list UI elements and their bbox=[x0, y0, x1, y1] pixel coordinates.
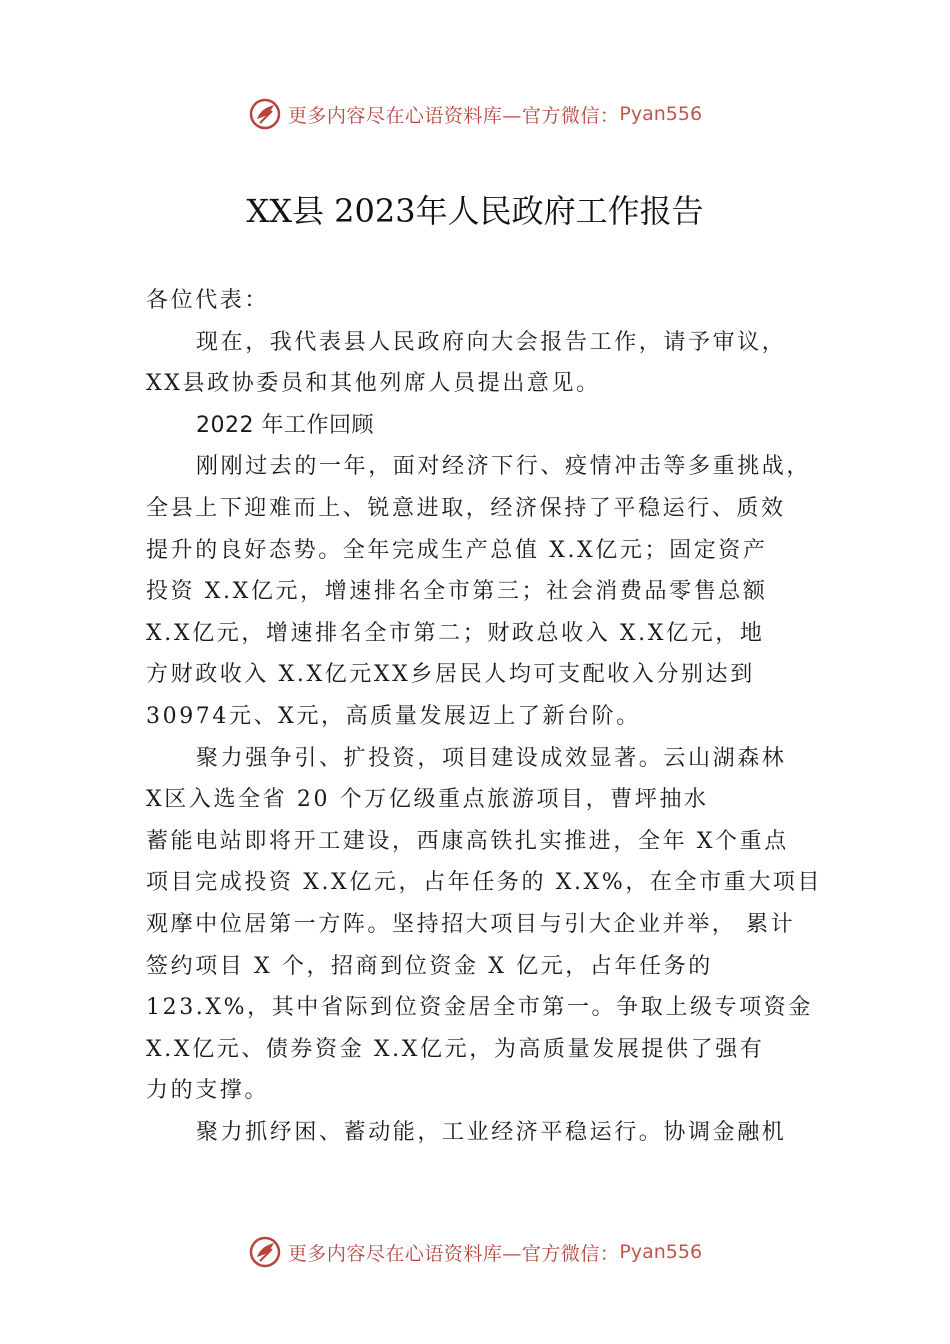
watermark-banner-bottom bbox=[0, 1232, 950, 1272]
paragraph-line: 聚力抓纾困、蓄动能，工业经济平稳运行。协调金融机 bbox=[196, 1119, 787, 1145]
paragraph-line: 蓄能电站即将开工建设，西康高铁扎实推进，全年 X个重点 bbox=[146, 828, 789, 854]
paragraph-line: X.X亿元，增速排名全市第二；财政总收入 X.X亿元，地 bbox=[146, 620, 765, 646]
document-title: XX县 2023年人民政府工作报告 bbox=[246, 192, 704, 230]
paragraph-line: X区入选全省 20 个万亿级重点旅游项目，曹坪抽水 bbox=[146, 787, 709, 813]
document-body bbox=[146, 280, 836, 1153]
paragraph-line: 聚力强争引、扩投资，项目建设成效显著。云山湖森林 bbox=[196, 745, 787, 771]
logo-icon bbox=[248, 1235, 282, 1269]
paragraph-line: 123.X%，其中省际到位资金居全市第一。争取上级专项资金 bbox=[146, 995, 813, 1021]
banner-text: 更多内容尽在心语资料库—官方微信： bbox=[287, 1242, 620, 1265]
paragraph-line: 签约项目 X 个，招商到位资金 X 亿元，占年任务的 bbox=[146, 953, 713, 979]
paragraph-line: XX县政协委员和其他列席人员提出意见。 bbox=[146, 371, 601, 397]
paragraph-line: 提升的良好态势。全年完成生产总值 X.X亿元；固定资产 bbox=[146, 537, 768, 563]
paragraph-line: 项目完成投资 X.X亿元，占年任务的 X.X%，在全市重大项目 bbox=[146, 870, 823, 896]
logo-icon bbox=[248, 97, 282, 131]
paragraph-line: 观摩中位居第一方阵。坚持招大项目与引大企业并举， 累计 bbox=[146, 911, 796, 937]
salutation: 各位代表： bbox=[146, 288, 270, 313]
banner-text: 更多内容尽在心语资料库—官方微信： bbox=[287, 104, 620, 127]
banner-wechat-id: Pyan556 bbox=[619, 103, 703, 125]
paragraph-line: 全县上下迎难而上、锐意进取，经济保持了平稳运行、质效 bbox=[146, 495, 786, 521]
paragraph-line: 刚刚过去的一年，面对经济下行、疫情冲击等多重挑战， bbox=[196, 454, 812, 480]
banner-wechat-id: Pyan556 bbox=[619, 1241, 703, 1263]
paragraph-line: 投资 X.X亿元，增速排名全市第三；社会消费品零售总额 bbox=[146, 579, 768, 605]
paragraph-line: X.X亿元、债券资金 X.X亿元，为高质量发展提供了强有 bbox=[146, 1036, 765, 1062]
section-heading: 2022 年工作回顾 bbox=[196, 412, 374, 438]
paragraph-line: 方财政收入 X.X亿元XX乡居民人均可支配收入分别达到 bbox=[146, 662, 755, 688]
paragraph-line: 力的支撑。 bbox=[146, 1078, 270, 1104]
paragraph-line: 现在，我代表县人民政府向大会报告工作，请予审议， bbox=[196, 329, 787, 355]
paragraph-line: 30974元、X元，高质量发展迈上了新台阶。 bbox=[146, 703, 641, 729]
watermark-banner-top bbox=[0, 94, 950, 134]
